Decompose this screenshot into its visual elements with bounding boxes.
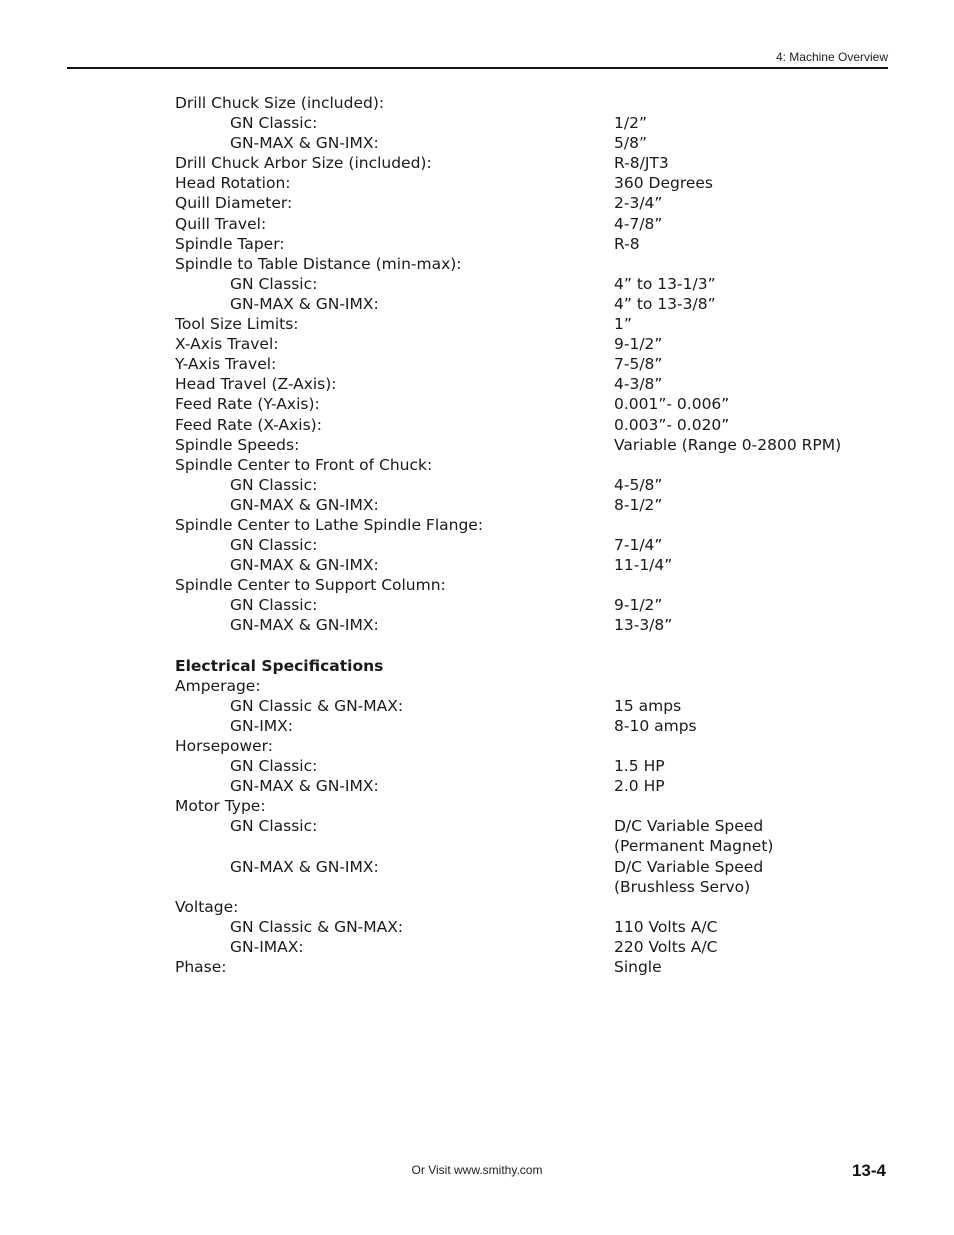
spec-row [175,676,875,696]
spec-value: 4-3/8” [614,375,663,394]
spec-value: 0.001”- 0.006” [614,395,730,414]
spec-label: Feed Rate (Y-Axis): [175,395,320,414]
spec-label: Head Travel (Z-Axis): [175,375,337,394]
spec-row [175,495,875,515]
spec-value: 5/8” [614,134,647,153]
spec-value: 0.003”- 0.020” [614,415,730,434]
spec-row [175,133,875,153]
spec-row [175,354,875,374]
spec-label: Tool Size Limits: [175,315,299,334]
spec-row [175,937,875,957]
spec-row [175,957,875,977]
spec-row [175,435,875,455]
section-spacer [175,636,875,656]
spec-value: 11-1/4” [614,556,673,575]
spec-label: Amperage: [175,676,261,695]
spec-value: 7-5/8” [614,355,663,374]
spec-row [175,415,875,435]
spec-label: Spindle Center to Front of Chuck: [175,455,433,474]
spec-value: 4-7/8” [614,214,663,233]
header-rule [67,67,888,69]
spec-label: GN-MAX & GN-IMX: [230,857,379,876]
section-label: 4: Machine Overview [775,50,888,64]
spec-row [175,193,875,213]
spec-value: 2-3/4” [614,194,663,213]
spec-row [175,716,875,736]
spec-row [175,314,875,334]
spec-value: 1.5 HP [614,757,665,776]
spec-row [175,575,875,595]
spec-row [175,153,875,173]
spec-row [175,555,875,575]
spec-value: 9-1/2” [614,596,663,615]
spec-label: GN Classic: [230,536,318,555]
spec-row [175,917,875,937]
spec-row [175,475,875,495]
spec-label: Drill Chuck Arbor Size (included): [175,154,432,173]
spec-row [175,776,875,796]
spec-label: GN Classic: [230,817,318,836]
spec-row [175,334,875,354]
spec-label: GN Classic: [230,757,318,776]
spec-label: Spindle Center to Lathe Spindle Flange: [175,515,484,534]
spec-label: GN Classic: [230,274,318,293]
spec-row [175,756,875,776]
spec-value: 4” to 13-3/8” [614,294,716,313]
footer-website-link[interactable]: Or Visit www.smithy.com [411,1163,543,1177]
spec-label: GN Classic: [230,596,318,615]
spec-label: Drill Chuck Size (included): [175,94,385,112]
spec-value: Variable (Range 0-2800 RPM) [614,435,842,454]
spec-row [175,897,875,917]
spec-row [175,696,875,716]
spec-list [175,93,875,977]
spec-label: Motor Type: [175,797,266,816]
spec-value: 4-5/8” [614,475,663,494]
spec-value: 2.0 HP [614,777,665,796]
spec-label: GN Classic: [230,475,318,494]
spec-row [175,254,875,274]
spec-label: GN-MAX & GN-IMX: [230,134,379,153]
spec-label: Quill Travel: [175,214,267,233]
spec-value: 360 Degrees [614,174,714,193]
spec-label: GN-IMX: [230,716,293,735]
spec-label: Feed Rate (X-Axis): [175,415,322,434]
spec-label: GN-MAX & GN-IMX: [230,495,379,514]
spec-value: 9-1/2” [614,335,663,354]
machine-spec-rows [175,93,875,636]
spec-row [175,234,875,254]
spec-label: Spindle to Table Distance (min-max): [175,254,462,273]
spec-row [175,214,875,234]
spec-value: 1” [614,315,632,334]
electrical-spec-rows [175,676,875,977]
spec-value: 7-1/4” [614,536,663,555]
electrical-specifications-heading: Electrical Specifications [175,656,384,675]
spec-value: 110 Volts A/C [614,917,718,936]
spec-value: D/C Variable Speed (Brushless Servo) [614,857,764,896]
spec-row [175,857,875,897]
spec-row [175,113,875,133]
spec-row [175,535,875,555]
spec-row [175,294,875,314]
spec-value: 15 amps [614,696,682,715]
spec-label: Horsepower: [175,737,273,755]
spec-value: 8-1/2” [614,495,663,514]
spec-row [175,595,875,615]
spec-row [175,173,875,193]
spec-value: 220 Volts A/C [614,937,718,956]
spec-label: GN-MAX & GN-IMX: [230,556,379,575]
spec-row [175,93,875,113]
spec-label: Voltage: [175,897,239,916]
spec-value: R-8 [614,234,640,253]
spec-label: Spindle Taper: [175,234,285,253]
spec-label: GN Classic & GN-MAX: [230,696,404,715]
spec-label: Spindle Speeds: [175,435,300,454]
spec-value: 8-10 amps [614,716,697,735]
page-number: 13-4 [851,1161,886,1180]
spec-label: Phase: [175,958,227,977]
spec-label: GN-MAX & GN-IMX: [230,294,379,313]
spec-value: 13-3/8” [614,616,673,635]
spec-label: GN Classic & GN-MAX: [230,917,404,936]
spec-label: X-Axis Travel: [175,335,279,354]
spec-value: R-8/JT3 [614,154,669,173]
spec-row [175,515,875,535]
spec-value: 1/2” [614,114,647,133]
spec-label: Spindle Center to Support Column: [175,576,446,595]
spec-row [175,816,875,856]
spec-label: Y-Axis Travel: [175,355,277,374]
spec-row [175,796,875,816]
spec-label: GN Classic: [230,114,318,133]
electrical-heading-row [175,656,875,676]
spec-label: Quill Diameter: [175,194,293,213]
spec-row [175,615,875,635]
spec-label: GN-MAX & GN-IMX: [230,616,379,635]
spec-label: GN-MAX & GN-IMX: [230,777,379,796]
spec-value: D/C Variable Speed (Permanent Magnet) [614,817,774,856]
spec-value: 4” to 13-1/3” [614,274,716,293]
spec-row [175,455,875,475]
spec-value: Single [614,958,662,977]
spec-label: Head Rotation: [175,174,291,193]
spec-row [175,394,875,414]
spec-row [175,274,875,294]
spec-row [175,736,875,756]
spec-label: GN-IMAX: [230,937,304,956]
spec-row [175,374,875,394]
